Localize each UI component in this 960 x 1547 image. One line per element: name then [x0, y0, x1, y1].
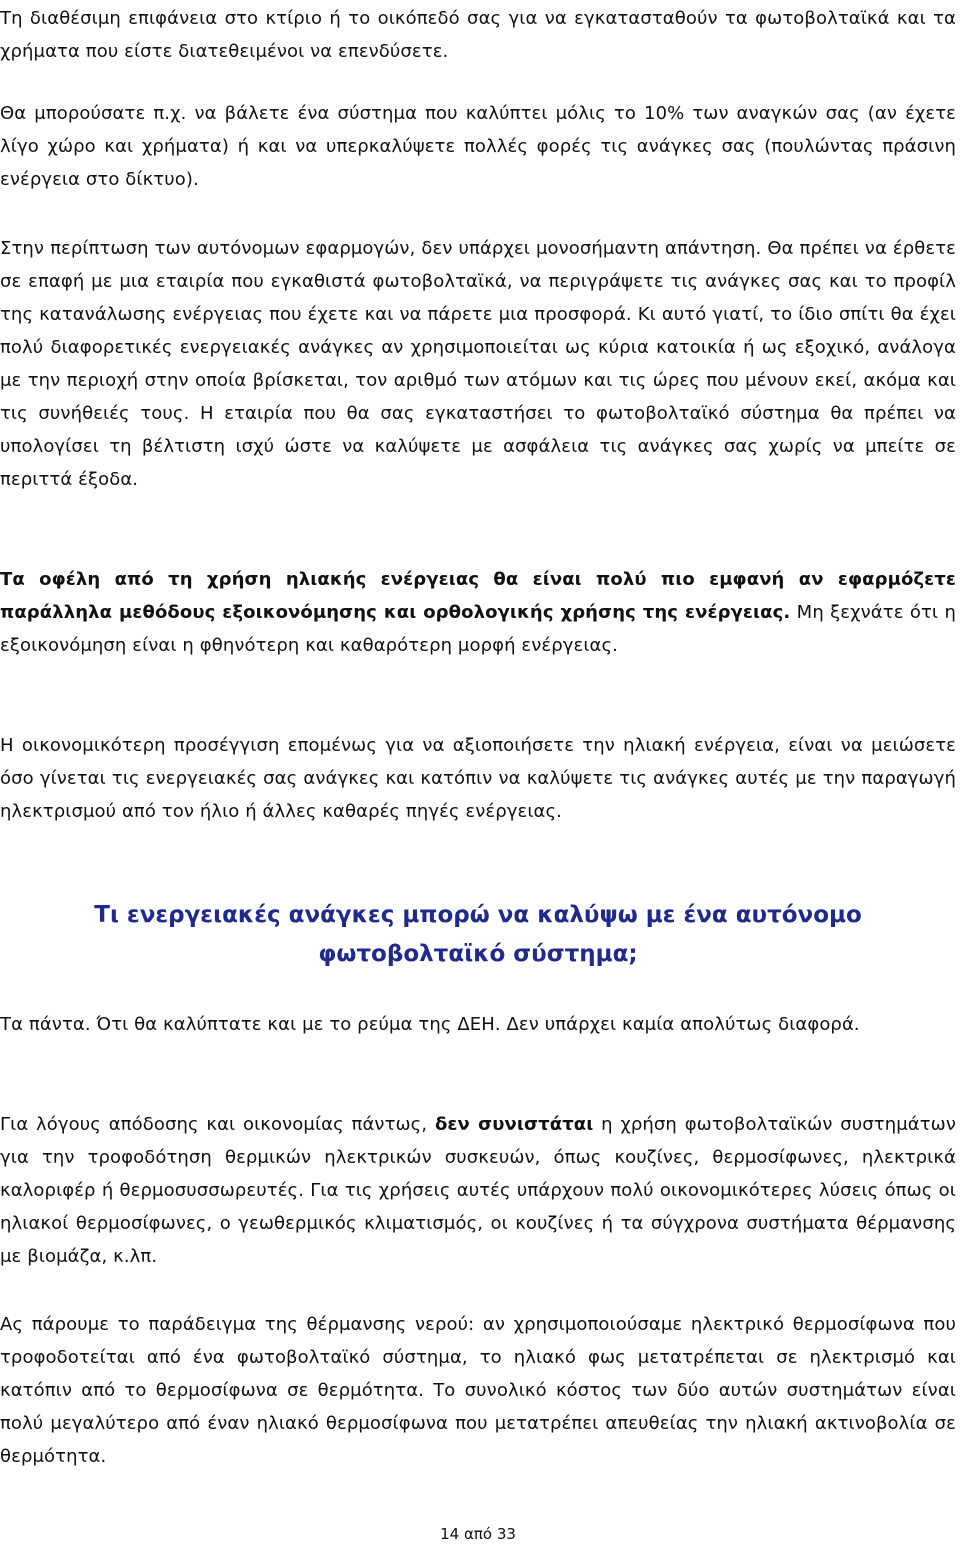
- paragraph-7: [0, 1108, 956, 1273]
- section-heading-line-1: Τι ενεργειακές ανάγκες μπορώ να καλύψω με ένα αυτόνομο: [94, 902, 862, 928]
- paragraph-7-bold: δεν συνιστάται: [434, 1114, 594, 1135]
- paragraph-4-bold: Τα οφέλη από τη χρήση ηλιακής ενέργειας θα είναι πολύ πιο εμφανή αν εφαρμόζετε παράλληλα μεθόδους εξοικονόμησης και ορθολογικής χρήσης της ενέργειας.: [0, 569, 956, 623]
- paragraph-8: Ας πάρουμε το παράδειγμα της θέρμανσης νερού: αν χρησιμοποιούσαμε ηλεκτρικό θερμοσίφωνα που τροφοδοτείται από ένα φωτοβολταϊκό σύστημα, το ηλιακό φως μετατρέπεται σε ηλεκτρισμό και κατόπιν από το θερμοσίφωνα σε θερμότητα. Το συνολικό κόστος των δύο αυτών συστημάτων είναι πολύ μεγαλύτερο από έναν ηλιακό θερμοσίφωνα που μετατρέπει απευθείας την ηλιακή ακτινοβολία σε θερμότητα.: [0, 1314, 956, 1467]
- paragraph-1: Τη διαθέσιμη επιφάνεια στο κτίριο ή το οικόπεδό σας για να εγκατασταθούν τα φωτοβολταϊκά και τα χρήματα που είστε διατεθειμένοι να επενδύσετε.: [0, 8, 956, 62]
- section-heading-line-2: φωτοβολταϊκό σύστημα;: [318, 941, 638, 967]
- paragraph-6: Τα πάντα. Ότι θα καλύπτατε και με το ρεύμα της ΔΕΗ. Δεν υπάρχει καμία απολύτως διαφορά.: [0, 1014, 860, 1035]
- page-number: 14 από 33: [440, 1525, 516, 1543]
- section-heading: [0, 896, 956, 974]
- paragraph-4: [0, 563, 956, 662]
- paragraph-7-before: Για λόγους απόδοσης και οικονομίας πάντως,: [0, 1114, 435, 1135]
- paragraph-4-text: Μη ξεχνάτε ότι η εξοικονόμηση είναι η φθηνότερη και καθαρότερη μορφή ενέργειας.: [0, 602, 956, 656]
- paragraph-5: Η οικονομικότερη προσέγγιση επομένως για να αξιοποιήσετε την ηλιακή ενέργεια, είναι να μειώσετε όσο γίνεται τις ενεργειακές σας ανάγκες και κατόπιν να καλύψετε τις ανάγκες αυτές με την παραγωγή ηλεκτρισμού από τον ήλιο ή άλλες καθαρές πηγές ενέργειας.: [0, 735, 956, 822]
- paragraph-2: Θα μπορούσατε π.χ. να βάλετε ένα σύστημα που καλύπτει μόλις το 10% των αναγκών σας (αν έχετε λίγο χώρο και χρήματα) ή και να υπερκαλύψετε πολλές φορές τις ανάγκες σας (πουλώντας πράσινη ενέργεια στο δίκτυο).: [0, 103, 956, 190]
- paragraph-3: Στην περίπτωση των αυτόνομων εφαρμογών, δεν υπάρχει μονοσήμαντη απάντηση. Θα πρέπει να έρθετε σε επαφή με μια εταιρία που εγκαθιστά φωτοβολταϊκά, να περιγράψετε τις ανάγκες σας και το προφίλ της κατανάλωσης ενέργειας που έχετε και να πάρετε μια προσφορά. Κι αυτό γιατί, το ίδιο σπίτι θα έχει πολύ διαφορετικές ενεργειακές ανάγκες αν χρησιμοποιείται ως κύρια κατοικία ή ως εξοχικό, ανάλογα με την περιοχή στην οποία βρίσκεται, τον αριθμό των ατόμων και τις ώρες που μένουν εκεί, ακόμα και τις συνήθειές τους. Η εταιρία που θα σας εγκαταστήσει το φωτοβολταϊκό σύστημα θα πρέπει να υπολογίσει τη βέλτιστη ισχύ ώστε να καλύψετε με ασφάλεια τις ανάγκες σας χωρίς να μπείτε σε περιττά έξοδα.: [0, 238, 956, 490]
- paragraph-7-after: η χρήση φωτοβολταϊκών συστημάτων για την τροφοδότηση θερμικών ηλεκτρικών συσκευών, όπως κουζίνες, θερμοσίφωνες, ηλεκτρικά καλοριφέρ ή θερμοσυσσωρευτές. Για τις χρήσεις αυτές υπάρχουν πολύ οικονομικότερες λύσεις όπως οι ηλιακοί θερμοσίφωνες, ο γεωθερμικός κλιματισμός, οι κουζίνες ή τα σύγχρονα συστήματα θέρμανσης με βιομάζα, κ.λπ.: [0, 1114, 956, 1267]
